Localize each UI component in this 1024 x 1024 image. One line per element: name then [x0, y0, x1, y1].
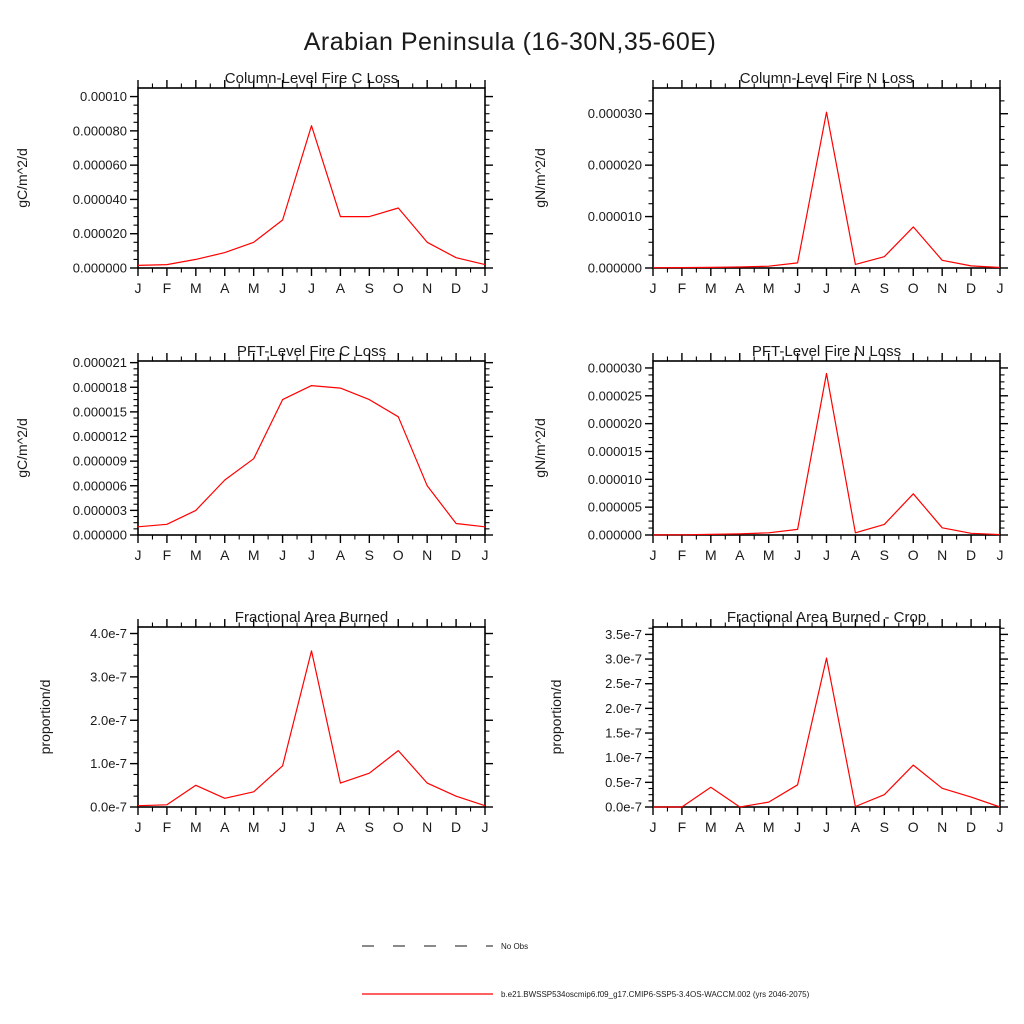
- x-tick-label: J: [279, 819, 287, 835]
- x-tick-label: M: [189, 280, 202, 296]
- y-tick-label: 0.000020: [587, 157, 642, 173]
- x-tick-label: N: [422, 280, 433, 296]
- x-tick-label: J: [794, 819, 802, 835]
- y-tick-label: 0.000010: [587, 471, 642, 487]
- x-tick-label: J: [649, 547, 657, 563]
- y-tick-label: 0.000000: [587, 260, 642, 276]
- y-tick-label: 0.000080: [72, 123, 127, 139]
- y-tick-label: 3.5e-7: [605, 626, 642, 642]
- x-tick-label: O: [392, 819, 404, 835]
- x-tick-label: A: [850, 547, 861, 563]
- x-tick-label: J: [649, 819, 657, 835]
- x-tick-label: S: [364, 547, 375, 563]
- y-tick-label: 0.000000: [72, 260, 127, 276]
- y-tick-label: 0.000020: [72, 226, 127, 242]
- x-tick-label: A: [735, 280, 745, 296]
- subplot-4: [37, 609, 493, 835]
- model-legend-line: [362, 989, 493, 999]
- x-tick-label: M: [704, 280, 717, 296]
- y-tick-label: 0.000005: [587, 499, 642, 515]
- x-tick-label: F: [677, 547, 687, 563]
- y-tick-label: 0.000009: [72, 453, 127, 469]
- y-tick-label: 2.0e-7: [90, 712, 127, 728]
- x-tick-label: A: [335, 819, 346, 835]
- x-tick-label: A: [220, 819, 230, 835]
- plot-box: [653, 361, 1000, 535]
- subplot-5: [548, 609, 1008, 835]
- x-tick-label: J: [134, 819, 142, 835]
- x-tick-label: J: [823, 819, 830, 835]
- x-tick-label: A: [335, 547, 346, 563]
- x-tick-label: J: [308, 819, 315, 835]
- data-line: [653, 112, 1000, 268]
- x-tick-label: M: [704, 547, 717, 563]
- x-tick-label: F: [677, 280, 687, 296]
- y-tick-label: 0.000006: [72, 478, 127, 494]
- x-tick-label: J: [794, 280, 802, 296]
- y-tick-label: 0.000030: [587, 106, 642, 122]
- y-tick-label: 3.0e-7: [90, 669, 127, 685]
- x-tick-label: A: [220, 547, 230, 563]
- x-tick-label: J: [996, 280, 1004, 296]
- y-tick-label: 0.000021: [72, 355, 127, 371]
- x-tick-label: J: [308, 547, 315, 563]
- x-tick-label: O: [392, 280, 404, 296]
- y-tick-label: 0.000025: [587, 388, 642, 404]
- y-tick-label: 2.5e-7: [605, 676, 642, 692]
- x-tick-label: N: [937, 547, 948, 563]
- x-tick-label: D: [451, 547, 462, 563]
- y-axis-label: proportion/d: [37, 679, 53, 755]
- y-tick-label: 0.000003: [72, 502, 127, 518]
- x-tick-label: A: [850, 280, 861, 296]
- data-line: [138, 651, 485, 806]
- y-axis-label: gN/m^2/d: [532, 418, 548, 478]
- x-tick-label: S: [879, 819, 890, 835]
- y-tick-label: 0.0e-7: [605, 799, 642, 815]
- x-tick-label: J: [134, 547, 142, 563]
- x-tick-label: N: [422, 819, 433, 835]
- y-tick-label: 0.000000: [72, 527, 127, 543]
- y-axis-label: gC/m^2/d: [14, 148, 30, 208]
- plot-box: [138, 627, 485, 807]
- data-line: [138, 126, 485, 266]
- x-tick-label: O: [907, 819, 919, 835]
- data-line: [653, 374, 1000, 535]
- x-tick-label: D: [966, 280, 977, 296]
- y-tick-label: 0.000015: [587, 443, 642, 459]
- y-tick-label: 2.0e-7: [605, 700, 642, 716]
- y-tick-label: 4.0e-7: [90, 626, 127, 642]
- model-legend-label: b.e21.BWSSP534oscmip6.f09_g17.CMIP6-SSP5-3.4OS-WACCM.002 (yrs 2046-2075): [501, 989, 810, 999]
- x-tick-label: O: [392, 547, 404, 563]
- x-tick-label: N: [422, 547, 433, 563]
- y-axis-label: proportion/d: [548, 679, 564, 755]
- subplot-0: [14, 70, 493, 296]
- legend-entry-model: [362, 989, 809, 999]
- legend-entry-no-obs: [362, 941, 528, 951]
- x-tick-label: J: [134, 280, 142, 296]
- x-tick-label: M: [247, 547, 260, 563]
- x-tick-label: A: [335, 280, 346, 296]
- x-tick-label: J: [308, 280, 315, 296]
- x-tick-label: M: [762, 280, 775, 296]
- x-tick-label: M: [762, 819, 775, 835]
- y-axis-label: gC/m^2/d: [14, 418, 30, 478]
- subplot-1: [532, 70, 1008, 296]
- x-tick-label: M: [189, 819, 202, 835]
- x-tick-label: S: [879, 280, 890, 296]
- y-tick-label: 0.000012: [72, 429, 127, 445]
- y-tick-label: 0.000000: [587, 527, 642, 543]
- x-tick-label: M: [704, 819, 717, 835]
- x-tick-label: M: [189, 547, 202, 563]
- subplot-title: PFT-Level Fire C Loss: [236, 343, 387, 360]
- x-tick-label: F: [677, 819, 687, 835]
- x-tick-label: J: [823, 547, 830, 563]
- x-tick-label: A: [735, 819, 745, 835]
- x-tick-label: J: [794, 547, 802, 563]
- x-tick-label: D: [966, 819, 977, 835]
- plot-box: [138, 361, 485, 535]
- y-tick-label: 0.0e-7: [90, 799, 127, 815]
- plot-box: [653, 627, 1000, 807]
- y-tick-label: 0.000060: [72, 157, 127, 173]
- y-tick-label: 3.0e-7: [605, 651, 642, 667]
- x-tick-label: A: [850, 819, 861, 835]
- x-tick-label: J: [649, 280, 657, 296]
- x-tick-label: M: [247, 280, 260, 296]
- y-tick-label: 0.000018: [72, 379, 127, 395]
- y-tick-label: 1.0e-7: [605, 750, 642, 766]
- y-tick-label: 0.000020: [587, 416, 642, 432]
- x-tick-label: S: [364, 819, 375, 835]
- x-tick-label: S: [879, 547, 890, 563]
- subplot-title: Column-Level Fire C Loss: [224, 70, 399, 87]
- x-tick-label: J: [481, 819, 489, 835]
- x-tick-label: J: [279, 547, 287, 563]
- x-tick-label: J: [996, 819, 1004, 835]
- x-tick-label: D: [451, 819, 462, 835]
- figure-title: Arabian Peninsula (16-30N,35-60E): [303, 28, 717, 56]
- x-tick-label: N: [937, 280, 948, 296]
- x-tick-label: J: [481, 280, 489, 296]
- y-tick-label: 0.000010: [587, 209, 642, 225]
- data-line: [138, 386, 485, 527]
- subplot-2: [14, 343, 493, 563]
- y-tick-label: 0.000030: [587, 360, 642, 376]
- y-tick-label: 1.5e-7: [605, 725, 642, 741]
- x-tick-label: N: [937, 819, 948, 835]
- x-tick-label: F: [162, 280, 172, 296]
- no-obs-legend-label: No Obs: [501, 941, 529, 951]
- y-tick-label: 0.000040: [72, 191, 127, 207]
- subplot-3: [532, 343, 1008, 563]
- x-tick-label: A: [735, 547, 745, 563]
- subplot-title: Column-Level Fire N Loss: [739, 70, 914, 87]
- plot-box: [138, 88, 485, 268]
- y-tick-label: 1.0e-7: [90, 756, 127, 772]
- subplot-title: Fractional Area Burned: [234, 609, 389, 626]
- x-tick-label: J: [279, 280, 287, 296]
- y-tick-label: 0.00010: [80, 89, 127, 105]
- x-tick-label: D: [966, 547, 977, 563]
- y-axis-label: gN/m^2/d: [532, 148, 548, 208]
- x-tick-label: S: [364, 280, 375, 296]
- y-tick-label: 0.000015: [72, 404, 127, 420]
- x-tick-label: J: [481, 547, 489, 563]
- subplot-title: Fractional Area Burned - Crop: [726, 609, 927, 626]
- no-obs-legend-line: [362, 941, 493, 951]
- data-line: [653, 658, 1000, 807]
- x-tick-label: M: [247, 819, 260, 835]
- x-tick-label: F: [162, 547, 172, 563]
- x-tick-label: O: [907, 547, 919, 563]
- x-tick-label: M: [762, 547, 775, 563]
- x-tick-label: A: [220, 280, 230, 296]
- x-tick-label: J: [823, 280, 830, 296]
- subplot-title: PFT-Level Fire N Loss: [751, 343, 902, 360]
- x-tick-label: F: [162, 819, 172, 835]
- x-tick-label: J: [996, 547, 1004, 563]
- y-tick-label: 0.5e-7: [605, 774, 642, 790]
- x-tick-label: O: [907, 280, 919, 296]
- x-tick-label: D: [451, 280, 462, 296]
